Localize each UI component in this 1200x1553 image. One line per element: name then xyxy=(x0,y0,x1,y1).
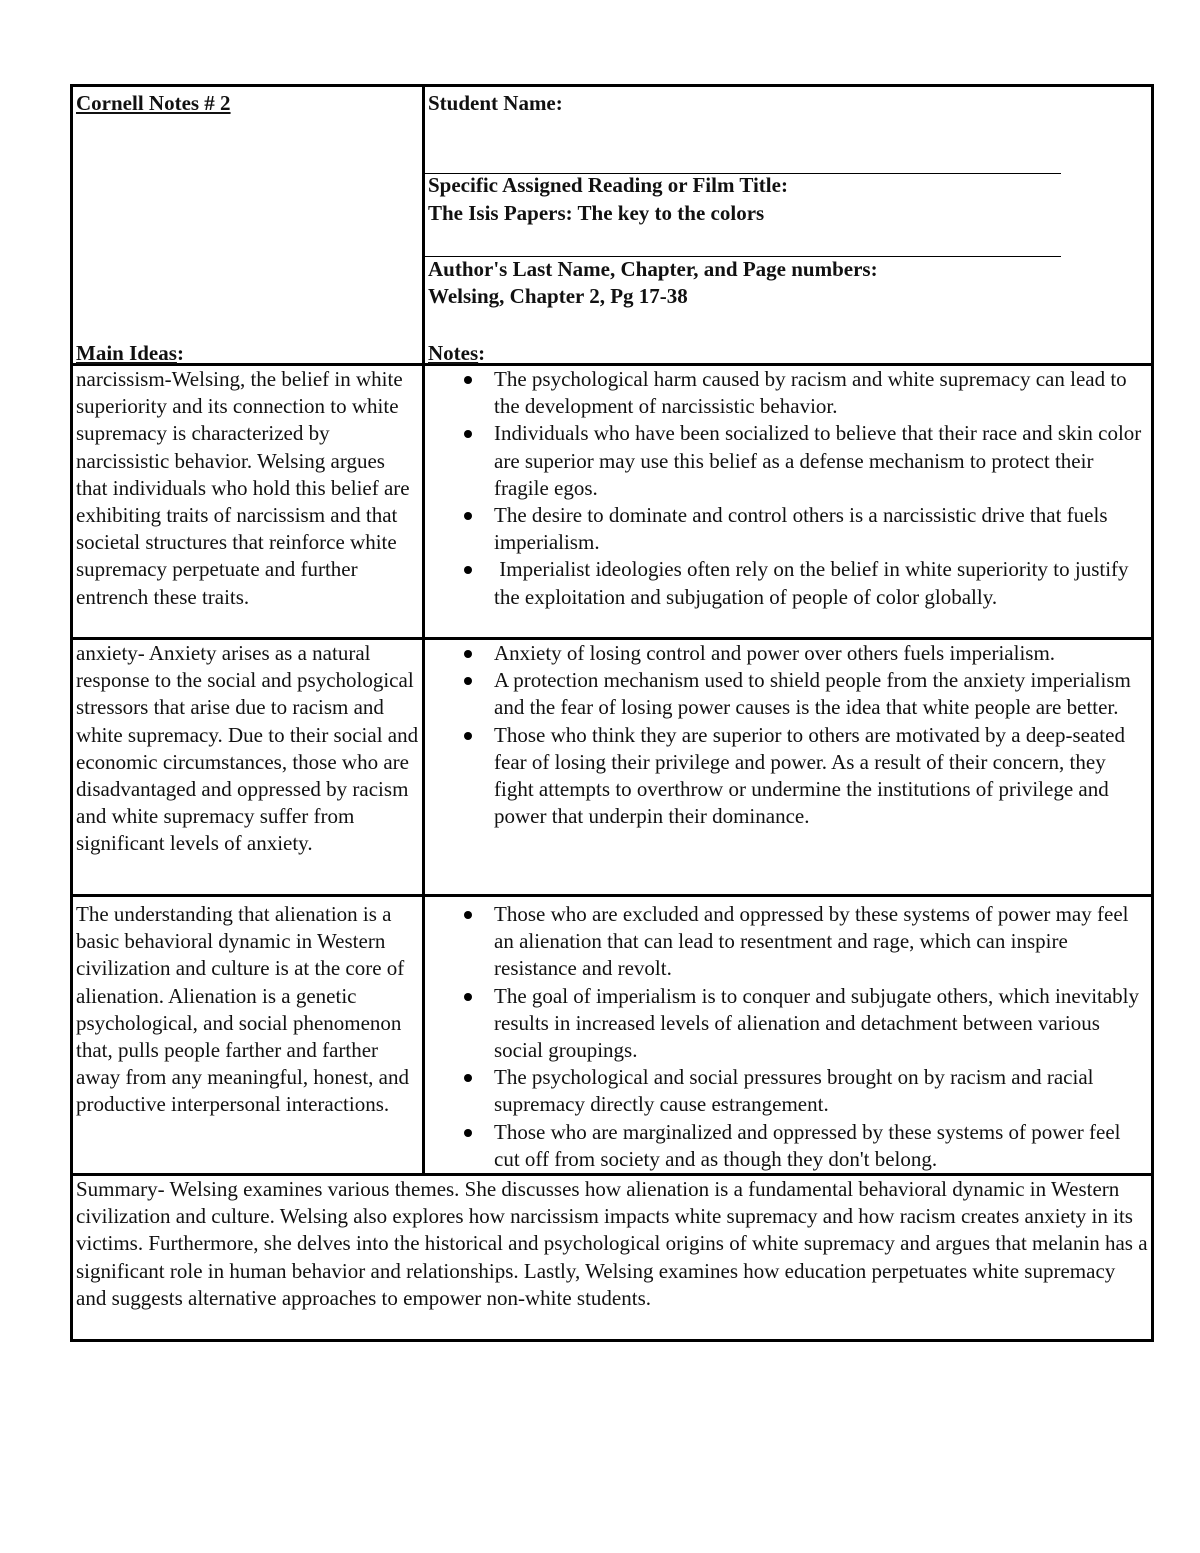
note-text: A protection mechanism used to shield people from the anxiety imperialism and the fear of losing power causes is the idea that white people are better. xyxy=(494,668,1131,720)
notes-label: Notes xyxy=(428,341,479,365)
notes-list xyxy=(428,366,1148,611)
notes-cell xyxy=(424,365,1153,639)
notes-colon: : xyxy=(478,341,486,365)
bullet-icon xyxy=(464,650,472,658)
note-item xyxy=(494,667,1148,721)
note-text: Individuals who have been socialized to believe that their race and skin color are superior may use this belief as a defense mechanism to protect their fragile egos. xyxy=(494,421,1142,500)
note-text: Those who are marginalized and oppressed by these systems of power feel cut off from society and as though they don't belong. xyxy=(494,1119,1121,1171)
bullet-icon xyxy=(464,512,472,520)
note-item xyxy=(494,722,1148,831)
main-idea-cell xyxy=(72,639,424,896)
note-text: Imperialist ideologies often rely on the belief in white superiority to justify the exploitation and subjugation of people of color globally. xyxy=(494,557,1134,609)
notes-list xyxy=(428,901,1148,1173)
notes-title: Cornell Notes # 2 xyxy=(76,91,231,115)
bullet-icon xyxy=(464,911,472,919)
notes-row-narcissism xyxy=(72,365,1153,639)
note-item xyxy=(494,502,1148,556)
cornell-notes-table xyxy=(70,84,1154,1342)
main-ideas-heading xyxy=(76,341,184,366)
notes-list xyxy=(428,640,1148,830)
notes-cell xyxy=(424,896,1153,1175)
note-text: The psychological harm caused by racism and white supremacy can lead to the development of narcissistic behavior. xyxy=(494,367,1127,419)
reading-value: The Isis Papers: The key to the colors xyxy=(428,201,765,225)
note-item xyxy=(494,901,1148,983)
main-ideas-colon: : xyxy=(176,341,184,365)
note-text: Anxiety of losing control and power over others fuels imperialism. xyxy=(494,641,1056,665)
bullet-icon xyxy=(464,1129,472,1137)
main-ideas-label: Main Ideas xyxy=(76,341,177,365)
header-left-cell xyxy=(72,86,424,365)
reading-label: Specific Assigned Reading or Film Title: xyxy=(428,173,788,197)
bullet-icon xyxy=(464,566,472,574)
note-text: The desire to dominate and control others is a narcissistic drive that fuels imperialism. xyxy=(494,503,1108,555)
bullet-icon xyxy=(464,1074,472,1082)
note-item xyxy=(494,983,1148,1065)
main-idea-cell xyxy=(72,365,424,639)
student-name-label: Student Name: xyxy=(428,91,563,115)
note-text: The psychological and social pressures brought on by racism and racial supremacy directly cause estrangement. xyxy=(494,1065,1094,1117)
author-value: Welsing, Chapter 2, Pg 17-38 xyxy=(428,284,688,308)
author-label: Author's Last Name, Chapter, and Page numbers: xyxy=(428,257,878,281)
summary-cell xyxy=(72,1175,1153,1341)
note-item xyxy=(494,556,1148,610)
main-idea-text: anxiety- Anxiety arises as a natural response to the social and psychological stressors that arise due to racism and white supremacy. Due to their social and economic circumstances, those who are disadvantaged and oppressed by racism and white supremacy suffer from significant levels of anxiety. xyxy=(76,641,419,856)
note-item xyxy=(494,420,1148,502)
bullet-icon xyxy=(464,732,472,740)
header-right-cell xyxy=(424,86,1153,365)
main-idea-text: narcissism-Welsing, the belief in white superiority and its connection to white supremacy is characterized by narcissistic behavior. Welsing argues that individuals who hold this belief are exhibiting traits of narcissism and that societal structures that reinforce white supremacy perpetuate and further entrench these traits. xyxy=(76,367,410,609)
note-text: Those who are excluded and oppressed by these systems of power may feel an alienation that can lead to resentment and rage, which can inspire resistance and revolt. xyxy=(494,902,1129,981)
notes-row-alienation xyxy=(72,896,1153,1175)
note-text: The goal of imperialism is to conquer and subjugate others, which inevitably results in increased levels of alienation and detachment between various social groupings. xyxy=(494,983,1140,1063)
note-item xyxy=(494,1119,1148,1173)
bullet-icon xyxy=(464,376,472,384)
note-item xyxy=(494,1064,1148,1118)
notes-heading xyxy=(428,341,485,366)
bullet-icon xyxy=(464,993,472,1001)
bullet-icon xyxy=(464,677,472,685)
summary-row xyxy=(72,1175,1153,1341)
note-item xyxy=(494,366,1148,420)
main-idea-cell xyxy=(72,896,424,1175)
notes-row-anxiety xyxy=(72,639,1153,896)
note-item xyxy=(494,640,1148,667)
notes-cell xyxy=(424,639,1153,896)
main-idea-text: The understanding that alienation is a basic behavioral dynamic in Western civilization and culture is at the core of alienation. Alienation is a genetic psychological, and social phenomenon that, pulls people farther and farther away from any meaningful, honest, and productive interpersonal interactions. xyxy=(76,902,409,1117)
note-text: Those who think they are superior to others are motivated by a deep-seated fear of losing their privilege and power. As a result of their concern, they fight attempts to overthrow or undermine the institutions of privilege and power that underpin their dominance. xyxy=(494,722,1125,829)
summary-text: Summary- Welsing examines various themes. She discusses how alienation is a fundamental behavioral dynamic in Western civilization and culture. Welsing also explores how narcissism impacts white supremacy and how racism creates anxiety in its victims. Furthermore, she delves into the historical and psychological origins of white supremacy and argues that melanin has a significant role in human behavior and relationships. Lastly, Welsing examines how education perpetuates white supremacy and suggests alternative approaches to empower non-white students. xyxy=(76,1177,1148,1310)
header-row xyxy=(72,86,1153,365)
bullet-icon xyxy=(464,430,472,438)
